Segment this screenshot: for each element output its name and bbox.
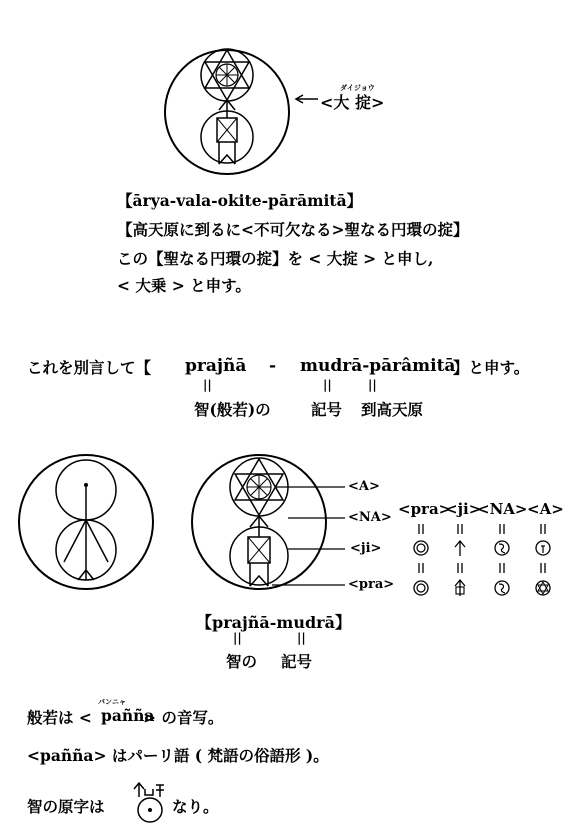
gloss-sign-2: 記号 [281,652,313,671]
label-na: <NA> [348,510,392,525]
gloss-wisdom: 智(般若)の [194,400,271,419]
gloss-sign: 記号 [311,400,343,419]
block2-word-prajna: prajñā [185,356,247,376]
header-pra: <pra> [398,500,452,518]
label-ji: <ji> [350,541,382,556]
block1-line4: < 大乗 > と申す。 [117,276,251,295]
gloss-wisdom-2: 智の [226,652,258,671]
block4-line1-b: > の音写。 [143,708,224,727]
equal-mark: || [233,631,242,645]
block4-line3-b: なり。 [172,797,219,816]
block4-line1-a: 般若は < [27,708,92,727]
equal-mark: || [203,378,212,392]
top-label: <大 掟> [320,93,385,112]
top-label-ruby: ダイジョウ [340,83,375,92]
block1-line2: 【高天原に到るに<不可欠なる>聖なる円環の掟】 [117,220,469,239]
block4-line3-a: 智の原字は [27,797,105,816]
block2-word-mudra: mudrā-pārâmitā [300,356,456,376]
block2-intro: これを別言して【 [27,358,152,377]
block1-line3: この【聖なる円環の掟】を < 大掟 > と申し, [117,249,434,268]
gloss-takamagahara: 到高天原 [361,400,424,419]
header-ji: <ji> [445,500,482,518]
block4-panna: pañña [101,706,155,725]
prajna-mudra-title: 【prajñā-mudrā】 [196,613,351,632]
header-a: <A> [527,500,564,518]
equal-mark: || [323,378,332,392]
label-a: <A> [348,479,380,494]
block2-dash: - [269,356,277,376]
panna-ruby: パンニャ [98,697,126,706]
header-na: <NA> [477,500,528,518]
block4-line2: <pañña> はパーリ語 ( 梵語の俗語形 )。 [27,746,329,765]
sanskrit-title: 【ārya-vala-okite-pārāmitā】 [117,191,363,210]
equal-mark: || [368,378,377,392]
block2-outro: 】と申す。 [453,358,530,377]
label-pra: <pra> [348,577,395,592]
equal-mark: || [297,631,306,645]
